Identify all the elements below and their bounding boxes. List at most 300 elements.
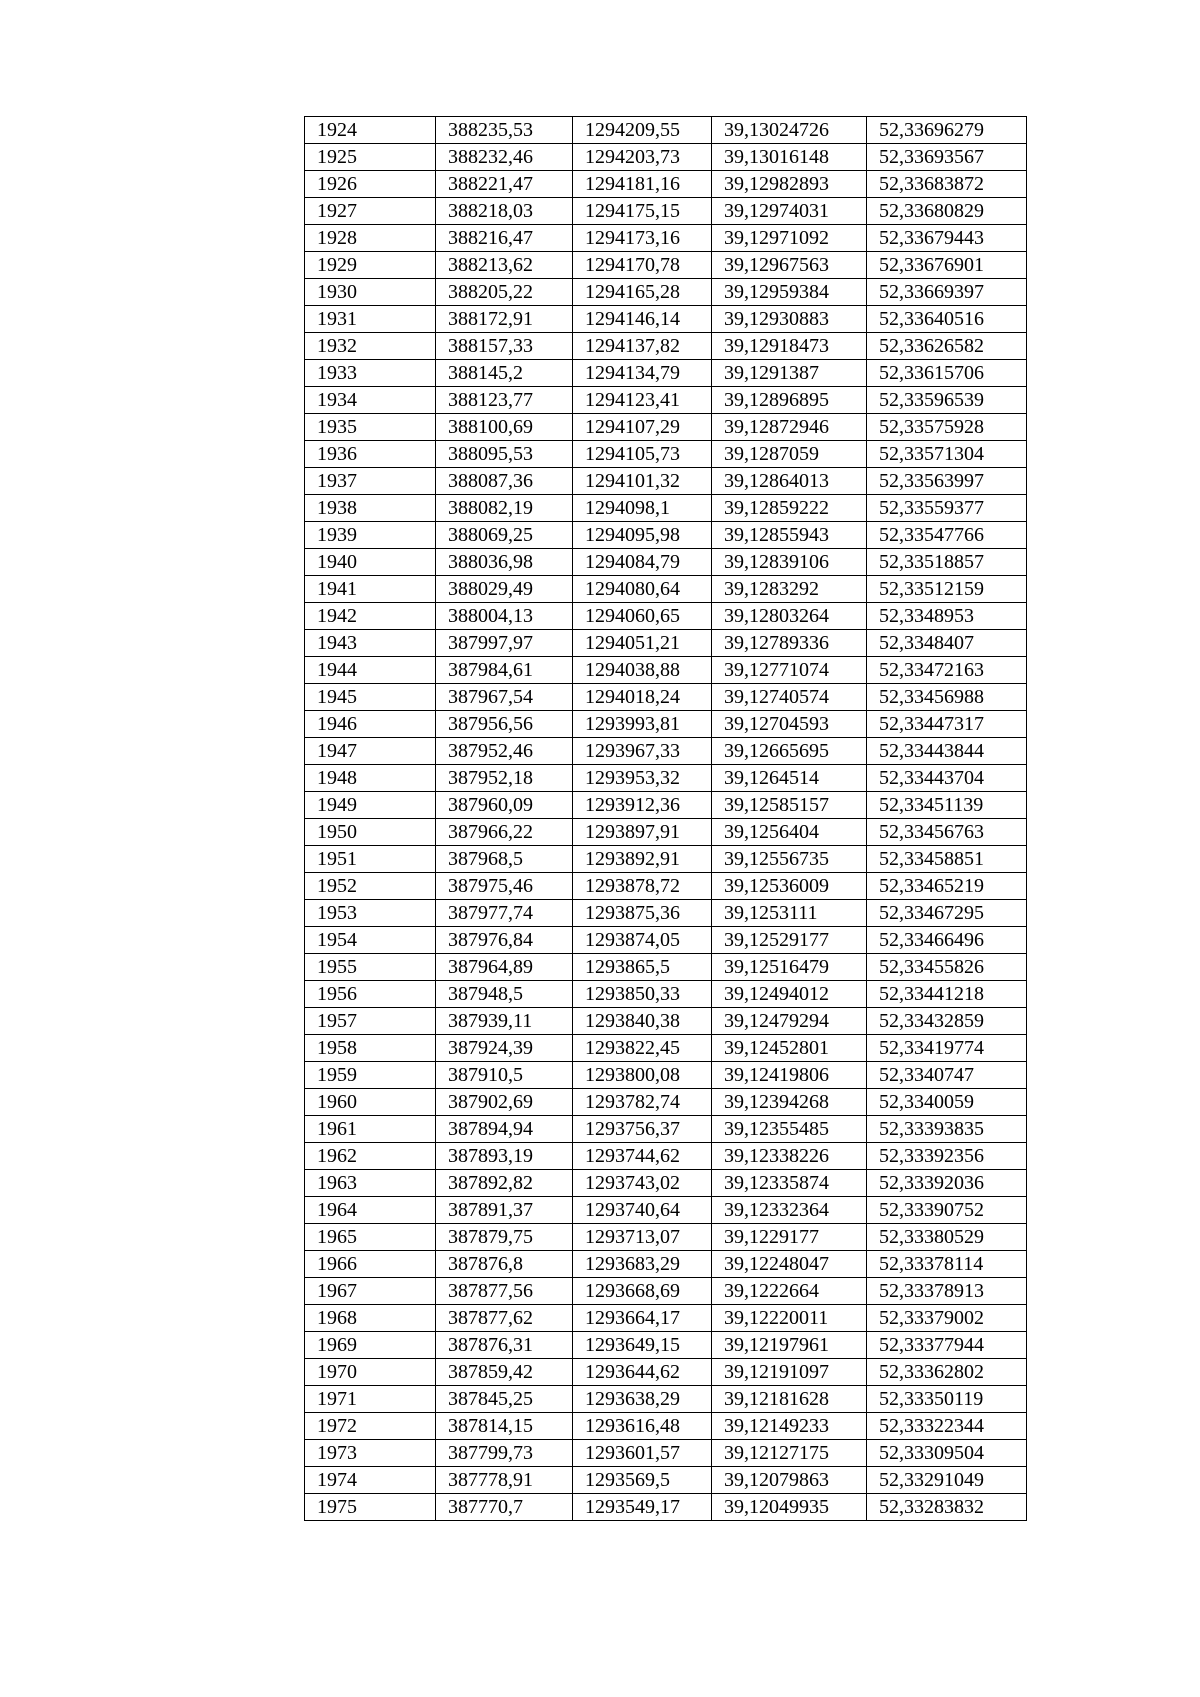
y-coordinate-cell: 1293713,07: [573, 1224, 712, 1251]
point-number-cell: 1924: [305, 117, 436, 144]
latitude-cell: 39,1222664: [712, 1278, 867, 1305]
y-coordinate-cell: 1294175,15: [573, 198, 712, 225]
table-row: [305, 468, 1027, 495]
y-coordinate-cell: 1293878,72: [573, 873, 712, 900]
table-row: [305, 549, 1027, 576]
table-row: [305, 252, 1027, 279]
y-coordinate-cell: 1294170,78: [573, 252, 712, 279]
y-coordinate-cell: 1293865,5: [573, 954, 712, 981]
latitude-cell: 39,12516479: [712, 954, 867, 981]
table-row: [305, 981, 1027, 1008]
y-coordinate-cell: 1294060,65: [573, 603, 712, 630]
y-coordinate-cell: 1293782,74: [573, 1089, 712, 1116]
longitude-cell: 52,33393835: [867, 1116, 1027, 1143]
table-row: [305, 225, 1027, 252]
latitude-cell: 39,12479294: [712, 1008, 867, 1035]
table-row: [305, 441, 1027, 468]
latitude-cell: 39,12394268: [712, 1089, 867, 1116]
longitude-cell: 52,33518857: [867, 549, 1027, 576]
x-coordinate-cell: 387975,46: [436, 873, 573, 900]
y-coordinate-cell: 1293638,29: [573, 1386, 712, 1413]
x-coordinate-cell: 387902,69: [436, 1089, 573, 1116]
latitude-cell: 39,12149233: [712, 1413, 867, 1440]
x-coordinate-cell: 388145,2: [436, 360, 573, 387]
x-coordinate-cell: 388221,47: [436, 171, 573, 198]
longitude-cell: 52,33615706: [867, 360, 1027, 387]
point-number-cell: 1944: [305, 657, 436, 684]
longitude-cell: 52,33350119: [867, 1386, 1027, 1413]
y-coordinate-cell: 1294165,28: [573, 279, 712, 306]
latitude-cell: 39,12338226: [712, 1143, 867, 1170]
x-coordinate-cell: 387997,97: [436, 630, 573, 657]
longitude-cell: 52,33563997: [867, 468, 1027, 495]
longitude-cell: 52,33571304: [867, 441, 1027, 468]
x-coordinate-cell: 387924,39: [436, 1035, 573, 1062]
table-row: [305, 387, 1027, 414]
x-coordinate-cell: 387939,11: [436, 1008, 573, 1035]
table-row: [305, 306, 1027, 333]
point-number-cell: 1945: [305, 684, 436, 711]
table-row: [305, 144, 1027, 171]
table-row: [305, 738, 1027, 765]
y-coordinate-cell: 1293569,5: [573, 1467, 712, 1494]
point-number-cell: 1942: [305, 603, 436, 630]
x-coordinate-cell: 388087,36: [436, 468, 573, 495]
table-row: [305, 1494, 1027, 1521]
y-coordinate-cell: 1293668,69: [573, 1278, 712, 1305]
y-coordinate-cell: 1293897,91: [573, 819, 712, 846]
latitude-cell: 39,12974031: [712, 198, 867, 225]
y-coordinate-cell: 1293664,17: [573, 1305, 712, 1332]
longitude-cell: 52,33465219: [867, 873, 1027, 900]
y-coordinate-cell: 1294105,73: [573, 441, 712, 468]
table-row: [305, 1386, 1027, 1413]
longitude-cell: 52,33378913: [867, 1278, 1027, 1305]
latitude-cell: 39,12452801: [712, 1035, 867, 1062]
x-coordinate-cell: 388172,91: [436, 306, 573, 333]
point-number-cell: 1926: [305, 171, 436, 198]
latitude-cell: 39,12665695: [712, 738, 867, 765]
latitude-cell: 39,12859222: [712, 495, 867, 522]
latitude-cell: 39,12419806: [712, 1062, 867, 1089]
x-coordinate-cell: 387956,56: [436, 711, 573, 738]
x-coordinate-cell: 387894,94: [436, 1116, 573, 1143]
table-row: [305, 1170, 1027, 1197]
y-coordinate-cell: 1293892,91: [573, 846, 712, 873]
longitude-cell: 52,3340059: [867, 1089, 1027, 1116]
x-coordinate-cell: 387984,61: [436, 657, 573, 684]
latitude-cell: 39,12191097: [712, 1359, 867, 1386]
y-coordinate-cell: 1293616,48: [573, 1413, 712, 1440]
table-row: [305, 117, 1027, 144]
point-number-cell: 1975: [305, 1494, 436, 1521]
point-number-cell: 1957: [305, 1008, 436, 1035]
longitude-cell: 52,33392356: [867, 1143, 1027, 1170]
point-number-cell: 1974: [305, 1467, 436, 1494]
point-number-cell: 1938: [305, 495, 436, 522]
point-number-cell: 1965: [305, 1224, 436, 1251]
longitude-cell: 52,3348407: [867, 630, 1027, 657]
x-coordinate-cell: 387893,19: [436, 1143, 573, 1170]
x-coordinate-cell: 387952,18: [436, 765, 573, 792]
coordinates-table-body: [305, 117, 1027, 1521]
longitude-cell: 52,33362802: [867, 1359, 1027, 1386]
longitude-cell: 52,33455826: [867, 954, 1027, 981]
point-number-cell: 1972: [305, 1413, 436, 1440]
table-row: [305, 819, 1027, 846]
y-coordinate-cell: 1294209,55: [573, 117, 712, 144]
x-coordinate-cell: 388069,25: [436, 522, 573, 549]
y-coordinate-cell: 1294203,73: [573, 144, 712, 171]
table-row: [305, 1197, 1027, 1224]
latitude-cell: 39,1229177: [712, 1224, 867, 1251]
latitude-cell: 39,12918473: [712, 333, 867, 360]
point-number-cell: 1948: [305, 765, 436, 792]
point-number-cell: 1971: [305, 1386, 436, 1413]
longitude-cell: 52,33291049: [867, 1467, 1027, 1494]
longitude-cell: 52,33441218: [867, 981, 1027, 1008]
longitude-cell: 52,33447317: [867, 711, 1027, 738]
latitude-cell: 39,1287059: [712, 441, 867, 468]
latitude-cell: 39,12556735: [712, 846, 867, 873]
point-number-cell: 1973: [305, 1440, 436, 1467]
y-coordinate-cell: 1293875,36: [573, 900, 712, 927]
longitude-cell: 52,33693567: [867, 144, 1027, 171]
longitude-cell: 52,3348953: [867, 603, 1027, 630]
point-number-cell: 1952: [305, 873, 436, 900]
longitude-cell: 52,33443844: [867, 738, 1027, 765]
longitude-cell: 52,33679443: [867, 225, 1027, 252]
table-row: [305, 846, 1027, 873]
longitude-cell: 52,33559377: [867, 495, 1027, 522]
point-number-cell: 1955: [305, 954, 436, 981]
table-row: [305, 1278, 1027, 1305]
point-number-cell: 1927: [305, 198, 436, 225]
y-coordinate-cell: 1293993,81: [573, 711, 712, 738]
latitude-cell: 39,12789336: [712, 630, 867, 657]
table-row: [305, 657, 1027, 684]
latitude-cell: 39,12704593: [712, 711, 867, 738]
x-coordinate-cell: 387910,5: [436, 1062, 573, 1089]
table-row: [305, 1224, 1027, 1251]
point-number-cell: 1936: [305, 441, 436, 468]
longitude-cell: 52,33676901: [867, 252, 1027, 279]
latitude-cell: 39,13024726: [712, 117, 867, 144]
table-row: [305, 1440, 1027, 1467]
point-number-cell: 1939: [305, 522, 436, 549]
y-coordinate-cell: 1294098,1: [573, 495, 712, 522]
latitude-cell: 39,13016148: [712, 144, 867, 171]
latitude-cell: 39,12127175: [712, 1440, 867, 1467]
latitude-cell: 39,12585157: [712, 792, 867, 819]
x-coordinate-cell: 388218,03: [436, 198, 573, 225]
point-number-cell: 1933: [305, 360, 436, 387]
y-coordinate-cell: 1293744,62: [573, 1143, 712, 1170]
point-number-cell: 1949: [305, 792, 436, 819]
longitude-cell: 52,33547766: [867, 522, 1027, 549]
longitude-cell: 52,33456988: [867, 684, 1027, 711]
y-coordinate-cell: 1293912,36: [573, 792, 712, 819]
latitude-cell: 39,1291387: [712, 360, 867, 387]
point-number-cell: 1934: [305, 387, 436, 414]
table-row: [305, 792, 1027, 819]
table-row: [305, 1116, 1027, 1143]
x-coordinate-cell: 388232,46: [436, 144, 573, 171]
point-number-cell: 1947: [305, 738, 436, 765]
x-coordinate-cell: 387948,5: [436, 981, 573, 1008]
y-coordinate-cell: 1293967,33: [573, 738, 712, 765]
table-row: [305, 171, 1027, 198]
x-coordinate-cell: 387859,42: [436, 1359, 573, 1386]
coordinates-table: [304, 116, 1027, 1521]
longitude-cell: 52,33377944: [867, 1332, 1027, 1359]
table-row: [305, 630, 1027, 657]
x-coordinate-cell: 387892,82: [436, 1170, 573, 1197]
point-number-cell: 1959: [305, 1062, 436, 1089]
x-coordinate-cell: 387799,73: [436, 1440, 573, 1467]
longitude-cell: 52,33696279: [867, 117, 1027, 144]
latitude-cell: 39,1253111: [712, 900, 867, 927]
x-coordinate-cell: 387877,56: [436, 1278, 573, 1305]
longitude-cell: 52,33380529: [867, 1224, 1027, 1251]
latitude-cell: 39,12971092: [712, 225, 867, 252]
latitude-cell: 39,12335874: [712, 1170, 867, 1197]
table-row: [305, 1143, 1027, 1170]
latitude-cell: 39,12248047: [712, 1251, 867, 1278]
longitude-cell: 52,33419774: [867, 1035, 1027, 1062]
point-number-cell: 1928: [305, 225, 436, 252]
x-coordinate-cell: 387976,84: [436, 927, 573, 954]
y-coordinate-cell: 1293683,29: [573, 1251, 712, 1278]
longitude-cell: 52,33680829: [867, 198, 1027, 225]
point-number-cell: 1940: [305, 549, 436, 576]
table-row: [305, 1035, 1027, 1062]
longitude-cell: 52,33322344: [867, 1413, 1027, 1440]
x-coordinate-cell: 387778,91: [436, 1467, 573, 1494]
table-row: [305, 198, 1027, 225]
y-coordinate-cell: 1293953,32: [573, 765, 712, 792]
longitude-cell: 52,33309504: [867, 1440, 1027, 1467]
y-coordinate-cell: 1293756,37: [573, 1116, 712, 1143]
latitude-cell: 39,12181628: [712, 1386, 867, 1413]
longitude-cell: 52,33596539: [867, 387, 1027, 414]
table-row: [305, 954, 1027, 981]
table-row: [305, 1089, 1027, 1116]
table-row: [305, 414, 1027, 441]
x-coordinate-cell: 387876,31: [436, 1332, 573, 1359]
y-coordinate-cell: 1294038,88: [573, 657, 712, 684]
point-number-cell: 1969: [305, 1332, 436, 1359]
x-coordinate-cell: 387877,62: [436, 1305, 573, 1332]
point-number-cell: 1963: [305, 1170, 436, 1197]
latitude-cell: 39,12049935: [712, 1494, 867, 1521]
table-row: [305, 360, 1027, 387]
x-coordinate-cell: 388036,98: [436, 549, 573, 576]
x-coordinate-cell: 388216,47: [436, 225, 573, 252]
y-coordinate-cell: 1294095,98: [573, 522, 712, 549]
y-coordinate-cell: 1293649,15: [573, 1332, 712, 1359]
table-row: [305, 576, 1027, 603]
x-coordinate-cell: 387876,8: [436, 1251, 573, 1278]
y-coordinate-cell: 1294181,16: [573, 171, 712, 198]
longitude-cell: 52,33390752: [867, 1197, 1027, 1224]
latitude-cell: 39,12220011: [712, 1305, 867, 1332]
longitude-cell: 52,33640516: [867, 306, 1027, 333]
x-coordinate-cell: 388100,69: [436, 414, 573, 441]
table-row: [305, 1008, 1027, 1035]
table-row: [305, 711, 1027, 738]
table-row: [305, 603, 1027, 630]
latitude-cell: 39,12864013: [712, 468, 867, 495]
longitude-cell: 52,33472163: [867, 657, 1027, 684]
longitude-cell: 52,33458851: [867, 846, 1027, 873]
x-coordinate-cell: 387770,7: [436, 1494, 573, 1521]
longitude-cell: 52,33451139: [867, 792, 1027, 819]
point-number-cell: 1967: [305, 1278, 436, 1305]
x-coordinate-cell: 388213,62: [436, 252, 573, 279]
longitude-cell: 52,33669397: [867, 279, 1027, 306]
table-row: [305, 927, 1027, 954]
table-row: [305, 1359, 1027, 1386]
x-coordinate-cell: 387967,54: [436, 684, 573, 711]
y-coordinate-cell: 1294051,21: [573, 630, 712, 657]
table-row: [305, 1332, 1027, 1359]
latitude-cell: 39,12355485: [712, 1116, 867, 1143]
latitude-cell: 39,12332364: [712, 1197, 867, 1224]
y-coordinate-cell: 1293549,17: [573, 1494, 712, 1521]
latitude-cell: 39,12803264: [712, 603, 867, 630]
latitude-cell: 39,12197961: [712, 1332, 867, 1359]
point-number-cell: 1931: [305, 306, 436, 333]
point-number-cell: 1946: [305, 711, 436, 738]
point-number-cell: 1960: [305, 1089, 436, 1116]
x-coordinate-cell: 387977,74: [436, 900, 573, 927]
latitude-cell: 39,12771074: [712, 657, 867, 684]
y-coordinate-cell: 1294146,14: [573, 306, 712, 333]
x-coordinate-cell: 388235,53: [436, 117, 573, 144]
y-coordinate-cell: 1293743,02: [573, 1170, 712, 1197]
y-coordinate-cell: 1294080,64: [573, 576, 712, 603]
y-coordinate-cell: 1294101,32: [573, 468, 712, 495]
point-number-cell: 1950: [305, 819, 436, 846]
longitude-cell: 52,33512159: [867, 576, 1027, 603]
point-number-cell: 1964: [305, 1197, 436, 1224]
latitude-cell: 39,12967563: [712, 252, 867, 279]
table-row: [305, 900, 1027, 927]
latitude-cell: 39,12079863: [712, 1467, 867, 1494]
longitude-cell: 52,33379002: [867, 1305, 1027, 1332]
x-coordinate-cell: 387814,15: [436, 1413, 573, 1440]
y-coordinate-cell: 1294107,29: [573, 414, 712, 441]
point-number-cell: 1925: [305, 144, 436, 171]
point-number-cell: 1962: [305, 1143, 436, 1170]
longitude-cell: 52,33467295: [867, 900, 1027, 927]
x-coordinate-cell: 387960,09: [436, 792, 573, 819]
x-coordinate-cell: 388082,19: [436, 495, 573, 522]
latitude-cell: 39,12740574: [712, 684, 867, 711]
longitude-cell: 52,33443704: [867, 765, 1027, 792]
longitude-cell: 52,33466496: [867, 927, 1027, 954]
latitude-cell: 39,12982893: [712, 171, 867, 198]
y-coordinate-cell: 1293800,08: [573, 1062, 712, 1089]
y-coordinate-cell: 1293874,05: [573, 927, 712, 954]
y-coordinate-cell: 1294173,16: [573, 225, 712, 252]
latitude-cell: 39,12959384: [712, 279, 867, 306]
latitude-cell: 39,1256404: [712, 819, 867, 846]
table-row: [305, 765, 1027, 792]
y-coordinate-cell: 1293840,38: [573, 1008, 712, 1035]
longitude-cell: 52,33626582: [867, 333, 1027, 360]
latitude-cell: 39,1283292: [712, 576, 867, 603]
y-coordinate-cell: 1293850,33: [573, 981, 712, 1008]
x-coordinate-cell: 388004,13: [436, 603, 573, 630]
y-coordinate-cell: 1293601,57: [573, 1440, 712, 1467]
latitude-cell: 39,12872946: [712, 414, 867, 441]
table-row: [305, 684, 1027, 711]
latitude-cell: 39,12839106: [712, 549, 867, 576]
point-number-cell: 1958: [305, 1035, 436, 1062]
longitude-cell: 52,33683872: [867, 171, 1027, 198]
longitude-cell: 52,33283832: [867, 1494, 1027, 1521]
table-row: [305, 1467, 1027, 1494]
y-coordinate-cell: 1294123,41: [573, 387, 712, 414]
point-number-cell: 1968: [305, 1305, 436, 1332]
point-number-cell: 1956: [305, 981, 436, 1008]
x-coordinate-cell: 388029,49: [436, 576, 573, 603]
latitude-cell: 39,1264514: [712, 765, 867, 792]
y-coordinate-cell: 1294137,82: [573, 333, 712, 360]
point-number-cell: 1953: [305, 900, 436, 927]
point-number-cell: 1935: [305, 414, 436, 441]
table-row: [305, 1413, 1027, 1440]
y-coordinate-cell: 1294134,79: [573, 360, 712, 387]
x-coordinate-cell: 387845,25: [436, 1386, 573, 1413]
y-coordinate-cell: 1294018,24: [573, 684, 712, 711]
x-coordinate-cell: 388123,77: [436, 387, 573, 414]
latitude-cell: 39,12529177: [712, 927, 867, 954]
longitude-cell: 52,33392036: [867, 1170, 1027, 1197]
longitude-cell: 52,33456763: [867, 819, 1027, 846]
x-coordinate-cell: 388205,22: [436, 279, 573, 306]
point-number-cell: 1937: [305, 468, 436, 495]
latitude-cell: 39,12855943: [712, 522, 867, 549]
longitude-cell: 52,33378114: [867, 1251, 1027, 1278]
table-row: [305, 333, 1027, 360]
point-number-cell: 1961: [305, 1116, 436, 1143]
x-coordinate-cell: 387891,37: [436, 1197, 573, 1224]
table-row: [305, 279, 1027, 306]
x-coordinate-cell: 387966,22: [436, 819, 573, 846]
x-coordinate-cell: 388157,33: [436, 333, 573, 360]
point-number-cell: 1929: [305, 252, 436, 279]
x-coordinate-cell: 388095,53: [436, 441, 573, 468]
latitude-cell: 39,12536009: [712, 873, 867, 900]
latitude-cell: 39,12930883: [712, 306, 867, 333]
point-number-cell: 1954: [305, 927, 436, 954]
point-number-cell: 1930: [305, 279, 436, 306]
point-number-cell: 1941: [305, 576, 436, 603]
longitude-cell: 52,33432859: [867, 1008, 1027, 1035]
latitude-cell: 39,12896895: [712, 387, 867, 414]
longitude-cell: 52,33575928: [867, 414, 1027, 441]
latitude-cell: 39,12494012: [712, 981, 867, 1008]
y-coordinate-cell: 1293740,64: [573, 1197, 712, 1224]
point-number-cell: 1966: [305, 1251, 436, 1278]
y-coordinate-cell: 1294084,79: [573, 549, 712, 576]
x-coordinate-cell: 387964,89: [436, 954, 573, 981]
y-coordinate-cell: 1293822,45: [573, 1035, 712, 1062]
x-coordinate-cell: 387879,75: [436, 1224, 573, 1251]
